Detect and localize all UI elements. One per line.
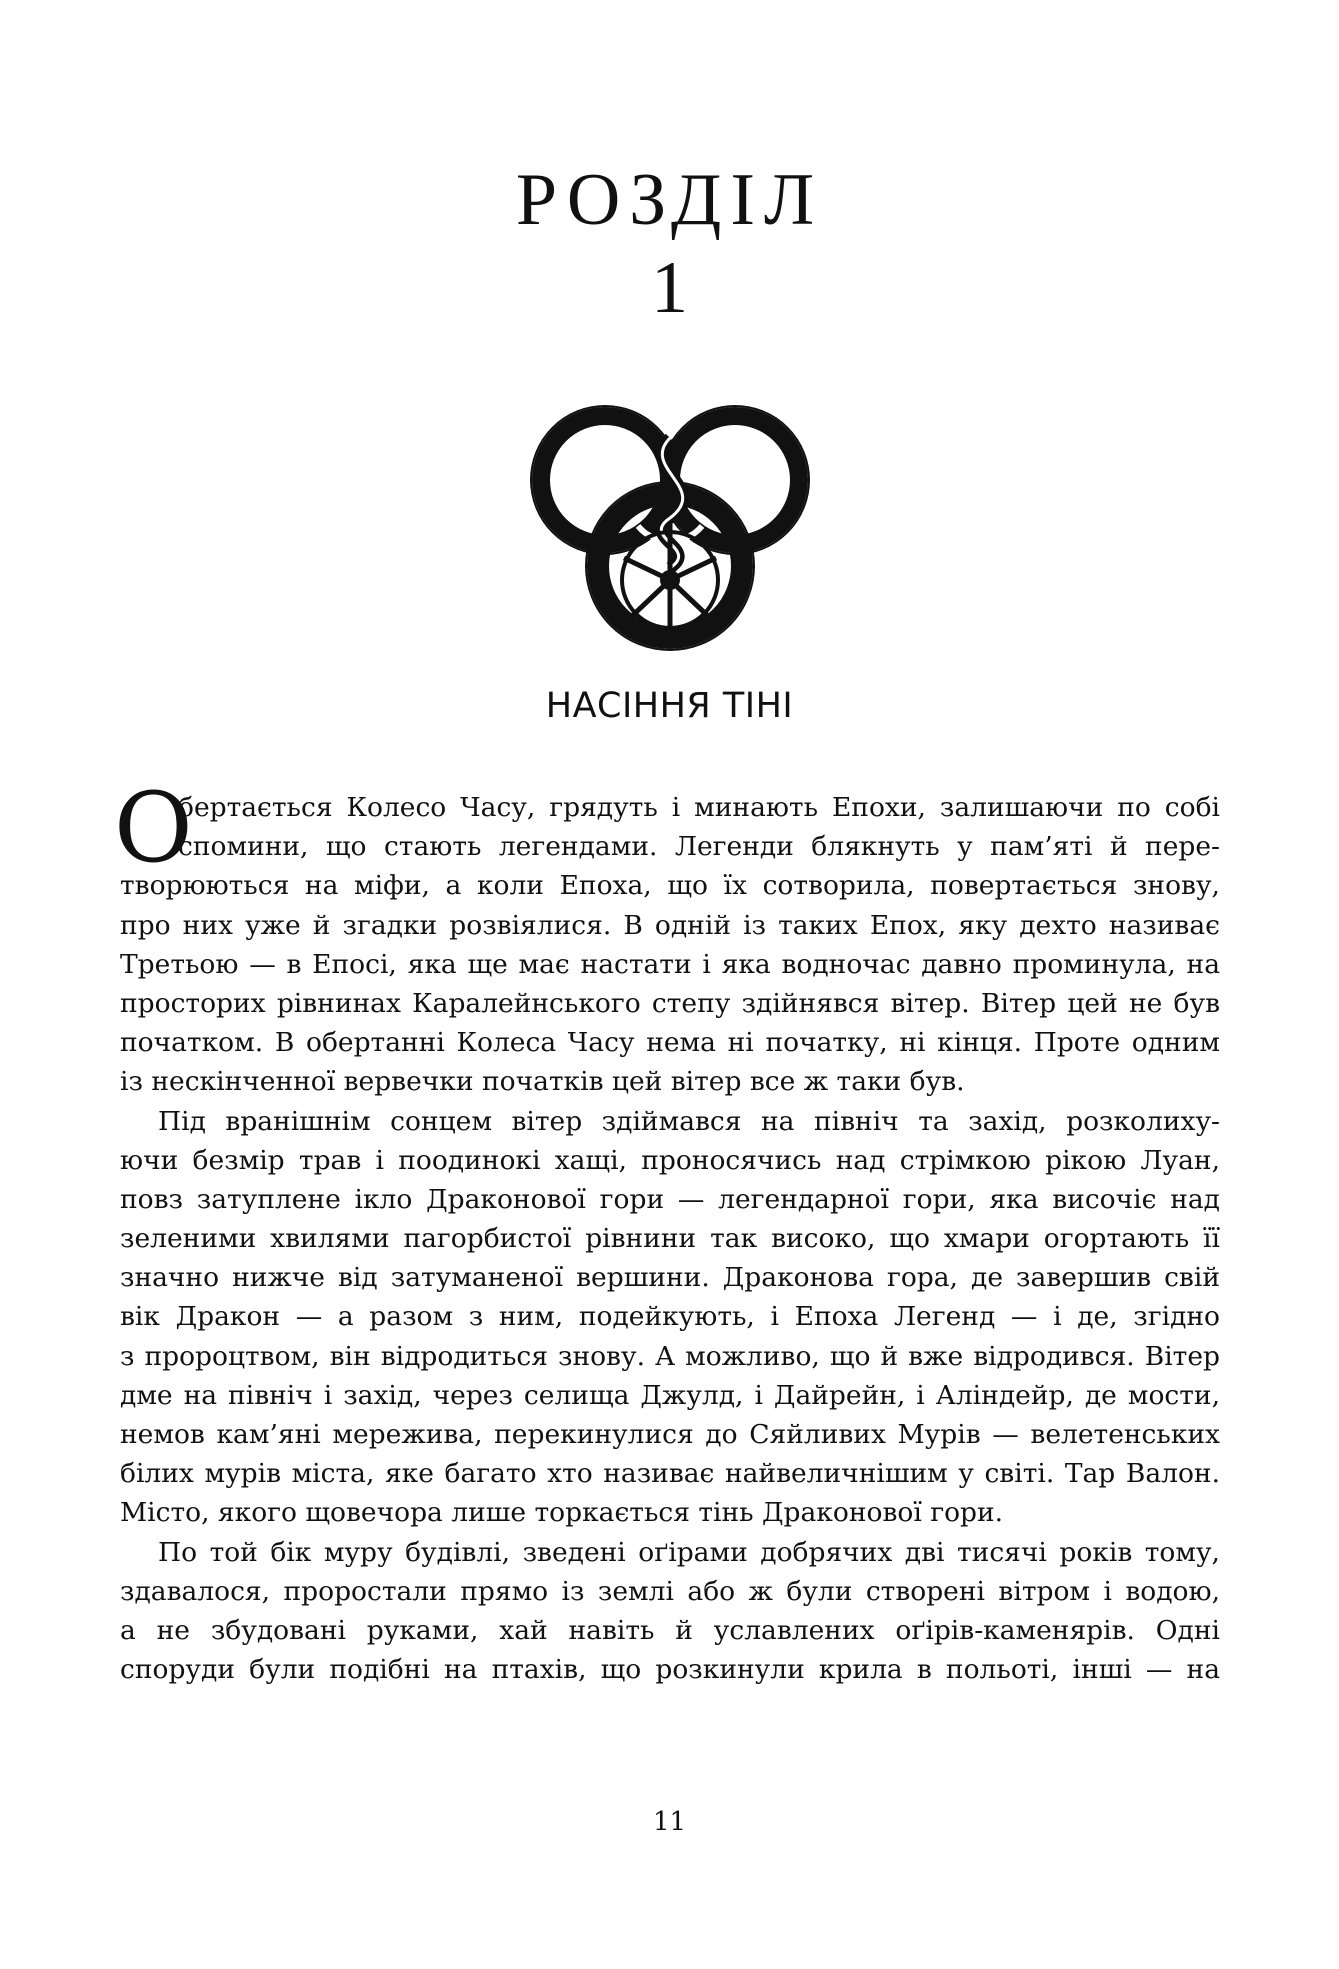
wheel-of-time-icon xyxy=(520,398,820,658)
text-line: творюються на міфи, а коли Епоха, що їх сотворила, повертається знову, xyxy=(120,870,1220,902)
text-line: а не збудовані руками, хай навіть й уславлених оґірів-каменярів. Одні xyxy=(120,1614,1220,1646)
text-line: немов кам’яні мережива, перекинулися до Сяйливих Мурів — велетенських xyxy=(120,1419,1220,1450)
text-line: просторих рівнинах Каралейнського степу здійнявся вітер. Вітер цей не був xyxy=(120,987,1220,1019)
chapter-body xyxy=(114,772,1220,1689)
chapter-number: 1 xyxy=(651,247,688,329)
text-line: зеленими хвилями пагорбистої рівнини так високо, що хмари огортають її xyxy=(120,1223,1220,1255)
text-line: повз затуплене ікло Драконової гори — легендарної гори, яка височіє над xyxy=(120,1183,1220,1215)
text-line: початком. В обертанні Колеса Часу нема ні початку, ні кінця. Проте одним xyxy=(120,1027,1220,1059)
text-line: із нескінченної вервечки початків цей вітер все ж таки був. xyxy=(120,1066,965,1098)
text-line: споруди були подібні на птахів, що розкинули крила в польоті, інші — на xyxy=(120,1654,1220,1686)
text-line: про них уже й згадки розвіялися. В одній із таких Епох, яку дехто називає xyxy=(120,909,1220,941)
text-line: з пророцтвом, він відродиться знову. А можливо, що й вже відродився. Вітер xyxy=(120,1340,1220,1372)
paragraph-1 xyxy=(114,772,1220,1102)
drop-cap: О xyxy=(114,772,193,884)
text-line: значно нижче від затуманеної вершини. Драконова гора, де завершив свій xyxy=(120,1262,1220,1294)
text-line: спомини, що стають легендами. Легенди блякнуть у пам’яті й пере- xyxy=(178,831,1220,863)
text-line: Під вранішнім сонцем вітер здіймався на північ та захід, розколиху- xyxy=(158,1105,1220,1137)
page-number: 11 xyxy=(652,1807,687,1837)
text-line: вік Дракон — а разом з ним, подейкують, і Епоха Легенд — і де, згідно xyxy=(120,1301,1220,1333)
text-line: Третьою — в Епосі, яка ще має настати і яка водночас давно проминула, на xyxy=(120,948,1220,980)
paragraph-2 xyxy=(120,1102,1220,1533)
chapter-title: НАСІННЯ ТІНІ xyxy=(545,686,794,726)
text-line: бертається Колесо Часу, грядуть і минають Епохи, залишаючи по собі xyxy=(178,792,1220,823)
text-line: По той бік муру будівлі, зведені оґірами добрячих дві тисячі років тому, xyxy=(158,1536,1220,1568)
paragraph-3 xyxy=(120,1533,1220,1690)
text-line: здавалося, проростали прямо із землі або ж були створені вітром і водою, xyxy=(120,1575,1220,1607)
chapter-word: РОЗДІЛ xyxy=(515,159,824,241)
text-line: Місто, якого щовечора лише торкається тінь Драконової гори. xyxy=(120,1497,1004,1529)
text-line: дме на північ і захід, через селища Джулд, і Дайрейн, і Аліндейр, де мости, xyxy=(120,1379,1220,1411)
text-line: білих мурів міста, яке багато хто називає найвеличнішим у світі. Тар Валон. xyxy=(120,1458,1220,1490)
text-line: ючи безмір трав і поодинокі хащі, проносячись над стрімкою рікою Луан, xyxy=(120,1144,1220,1176)
